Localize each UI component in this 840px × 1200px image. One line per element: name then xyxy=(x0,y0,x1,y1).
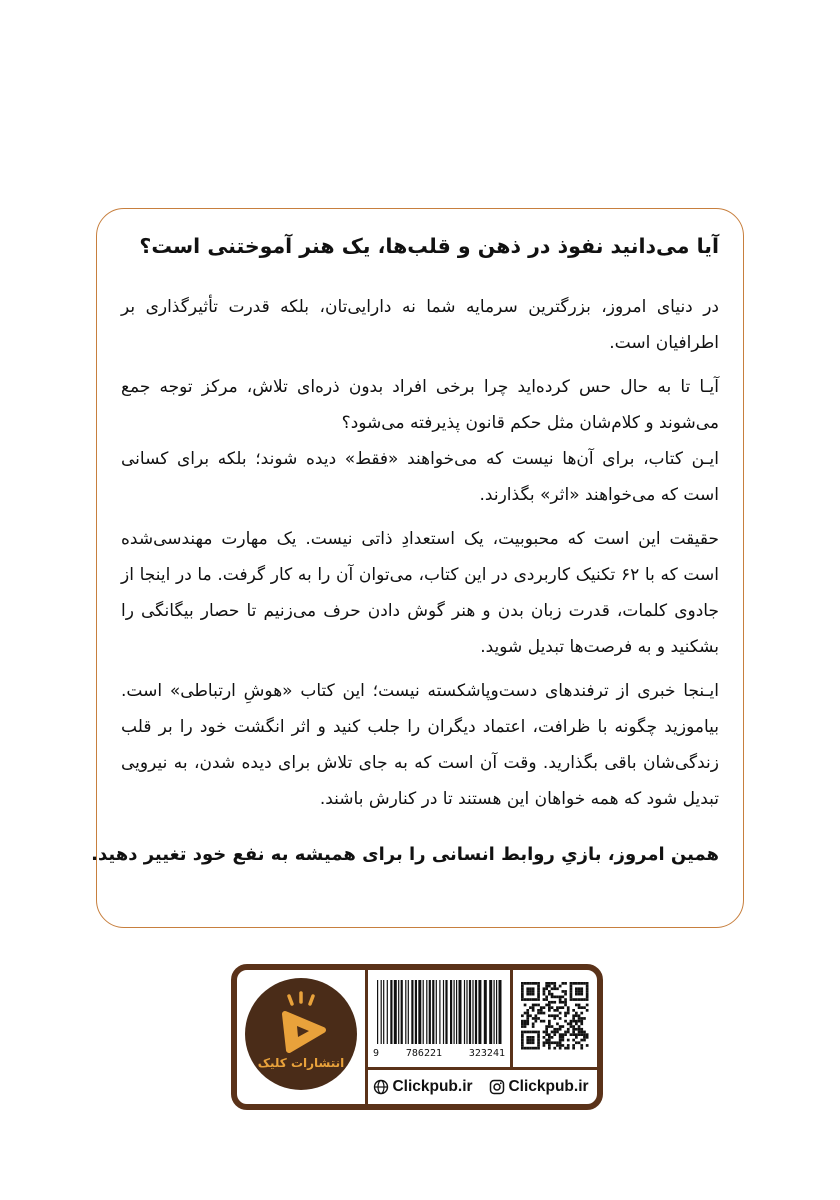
paragraph-4: حقیقت این است که محبوبیت، یک استعدادِ ذاتی نیست. یک مهارت مهندسی‌شده است که با ۶۲ تکنیک کاربردی در این کتاب، می‌توان آن را به کار گرفت. ما در اینجا از جادوی کلمات، قدرت زبان بدن و هنر گوش دادن حرف می‌زنیم تا حصار بیگانگی را بشکنید و به فرصت‌ها تبدیل شوید. xyxy=(121,529,719,657)
paragraph-2: آیـا تا به حال حس کرده‌اید چرا برخی افراد بدون ذره‌ای تلاش، مرکز توجه جمع می‌شوند و کلام‌شان مثل حکم قانون پذیرفته می‌شود؟ xyxy=(121,377,719,433)
website-text: Clickpub.ir xyxy=(392,1078,473,1095)
closing-line: همین امروز، بازیِ روابط انسانی را برای همیشه به نفع خود تغییر دهید. xyxy=(91,844,719,865)
paragraph-1: در دنیای امروز، بزرگترین سرمایه شما نه دارایی‌تان، بلکه قدرت تأثیرگذاری بر اطرافیان است. xyxy=(121,297,719,353)
isbn-group-1: 786221 xyxy=(405,1048,443,1059)
barcode-icon xyxy=(365,970,513,1048)
publisher-info-box xyxy=(231,964,603,1110)
paragraph-3: ایـن کتاب، برای آن‌ها نیست که می‌خواهند «فقط» دیده شوند؛ بلکه برای کسانی است که می‌خواهند «اثر» بگذارند. xyxy=(121,449,719,505)
website-link[interactable] xyxy=(373,1078,472,1096)
back-cover-text-box xyxy=(91,208,744,928)
instagram-icon xyxy=(489,1079,505,1095)
headline: آیا می‌دانید نفوذ در ذهن و قلب‌ها، یک هنر آموختنی است؟ xyxy=(139,234,719,258)
publisher-name: انتشارات کلیک xyxy=(257,1056,345,1070)
instagram-link[interactable] xyxy=(489,1078,588,1096)
isbn-number xyxy=(373,1048,505,1059)
qr-code-icon xyxy=(513,970,597,1067)
globe-icon xyxy=(373,1079,389,1095)
instagram-text: Clickpub.ir xyxy=(508,1078,589,1095)
social-links xyxy=(365,1070,597,1104)
play-button-icon xyxy=(245,978,357,1090)
logo-panel xyxy=(237,970,368,1104)
qr-code[interactable] xyxy=(513,970,597,1070)
isbn-prefix: 9 xyxy=(373,1048,380,1059)
paragraph-5: ایـنجا خبری از ترفندهای دست‌وپاشکسته نیست؛ این کتاب «هوشِ ارتباطی» است. بیاموزید چگونه با ظرافت، اعتماد دیگران را جلب کنید و اثر انگشت خود را بر قلب زندگی‌شان باقی بگذارید. وقت آن است که به جای تلاش برای دیده شدن، به نیرویی تبدیل شود که همه خواهان این هستند تا در کنارش باشند. xyxy=(121,681,719,809)
publisher-logo xyxy=(245,978,357,1090)
isbn-barcode xyxy=(365,970,513,1070)
isbn-group-2: 323241 xyxy=(468,1048,505,1059)
